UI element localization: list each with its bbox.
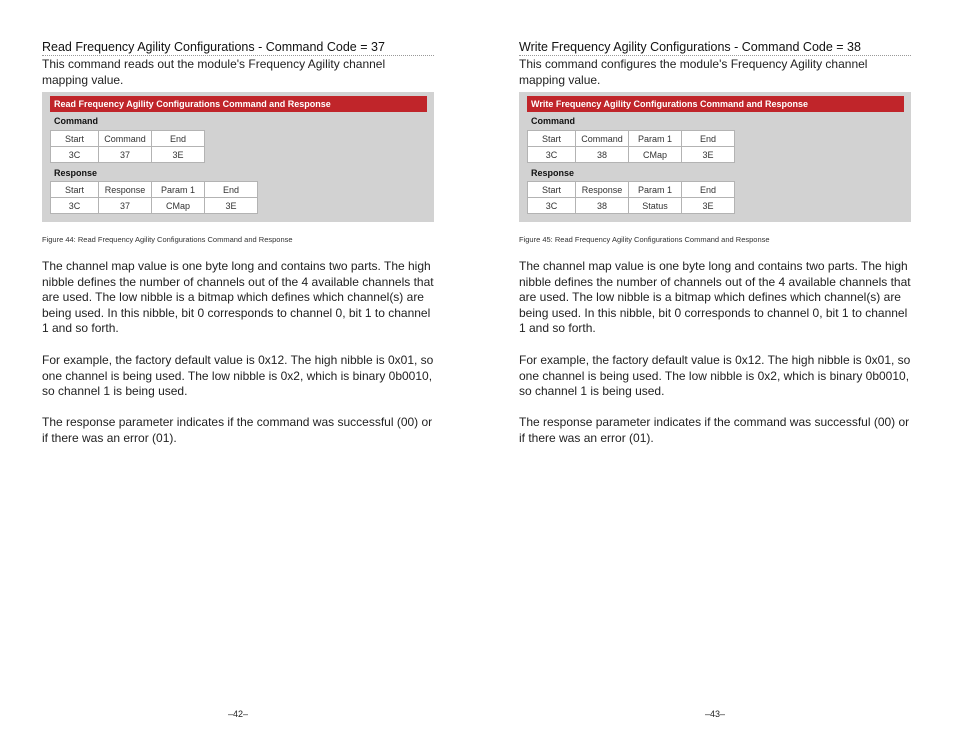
table-cell: Param 1 bbox=[629, 182, 682, 198]
table-cell: 3E bbox=[682, 198, 735, 214]
paragraph: For example, the factory default value is 0x12. The high nibble is 0x01, so one channel is being used. The low nibble is 0x2, which is binary 0b0010, so channel 1 is being used. bbox=[42, 353, 434, 399]
paragraph: For example, the factory default value is 0x12. The high nibble is 0x01, so one channel is being used. The low nibble is 0x2, which is binary 0b0010, so channel 1 is being used. bbox=[519, 353, 911, 399]
paragraph: The response parameter indicates if the command was successful (00) or if there was an error (01). bbox=[42, 415, 433, 445]
response-table bbox=[527, 181, 735, 214]
table-cell: CMap bbox=[152, 198, 205, 214]
table-cell: End bbox=[682, 131, 735, 147]
table-cell: CMap bbox=[629, 147, 682, 163]
figure-caption: Figure 45: Read Frequency Agility Configurations Command and Response bbox=[519, 235, 770, 244]
table-cell: 38 bbox=[576, 198, 629, 214]
right-page bbox=[519, 0, 911, 738]
table-cell: Param 1 bbox=[629, 131, 682, 147]
table-cell: 3C bbox=[528, 198, 576, 214]
table-cell: Start bbox=[51, 131, 99, 147]
section-heading: Read Frequency Agility Configurations - Command Code = 37 bbox=[42, 40, 434, 56]
section-heading: Write Frequency Agility Configurations - Command Code = 38 bbox=[519, 40, 911, 56]
figure-caption: Figure 44: Read Frequency Agility Configurations Command and Response bbox=[42, 235, 293, 244]
table-cell: Command bbox=[576, 131, 629, 147]
box-title: Write Frequency Agility Configurations Command and Response bbox=[527, 96, 904, 112]
page-number: –43– bbox=[704, 709, 726, 719]
table-cell: Start bbox=[51, 182, 99, 198]
paragraph: The channel map value is one byte long and contains two parts. The high nibble defines the number of channels out of the 4 available channels that are used. The low nibble is a bitmap which defines which channel(s) are being used. In this nibble, bit 0 corresponds to channel 0, bit 1 to channel 1 and so forth. bbox=[42, 259, 434, 336]
table-row bbox=[51, 198, 258, 214]
table-cell: End bbox=[152, 131, 205, 147]
intro-text: This command configures the module's Frequency Agility channel mapping value. bbox=[519, 57, 868, 87]
box-title: Read Frequency Agility Configurations Command and Response bbox=[50, 96, 427, 112]
table-cell: Response bbox=[99, 182, 152, 198]
table-cell: Status bbox=[629, 198, 682, 214]
table-cell: 3E bbox=[682, 147, 735, 163]
table-cell: 3E bbox=[205, 198, 258, 214]
table-cell: 3E bbox=[152, 147, 205, 163]
table-row bbox=[51, 147, 205, 163]
command-table bbox=[50, 130, 205, 163]
command-response-box bbox=[519, 92, 911, 222]
table-cell: 38 bbox=[576, 147, 629, 163]
table-cell: End bbox=[682, 182, 735, 198]
command-label: Command bbox=[531, 116, 576, 126]
response-table bbox=[50, 181, 258, 214]
table-cell: 37 bbox=[99, 147, 152, 163]
table-row bbox=[528, 147, 735, 163]
table-cell: Response bbox=[576, 182, 629, 198]
command-label: Command bbox=[54, 116, 99, 126]
table-header-row bbox=[528, 131, 735, 147]
table-cell: Start bbox=[528, 182, 576, 198]
table-cell: 3C bbox=[51, 147, 99, 163]
table-header-row bbox=[528, 182, 735, 198]
paragraph: The response parameter indicates if the command was successful (00) or if there was an error (01). bbox=[519, 415, 910, 445]
response-label: Response bbox=[531, 168, 575, 178]
table-cell: 37 bbox=[99, 198, 152, 214]
table-header-row bbox=[51, 182, 258, 198]
table-cell: 3C bbox=[51, 198, 99, 214]
table-cell: Start bbox=[528, 131, 576, 147]
page-number: –42– bbox=[227, 709, 249, 719]
table-cell: End bbox=[205, 182, 258, 198]
table-cell: 3C bbox=[528, 147, 576, 163]
table-row bbox=[528, 198, 735, 214]
table-header-row bbox=[51, 131, 205, 147]
left-page bbox=[42, 0, 434, 738]
response-label: Response bbox=[54, 168, 98, 178]
table-cell: Command bbox=[99, 131, 152, 147]
intro-text: This command reads out the module's Frequency Agility channel mapping value. bbox=[42, 57, 386, 87]
command-table bbox=[527, 130, 735, 163]
command-response-box bbox=[42, 92, 434, 222]
paragraph: The channel map value is one byte long and contains two parts. The high nibble defines the number of channels out of the 4 available channels that are used. The low nibble is a bitmap which defines which channel(s) are being used. In this nibble, bit 0 corresponds to channel 0, bit 1 to channel 1 and so forth. bbox=[519, 259, 911, 336]
table-cell: Param 1 bbox=[152, 182, 205, 198]
